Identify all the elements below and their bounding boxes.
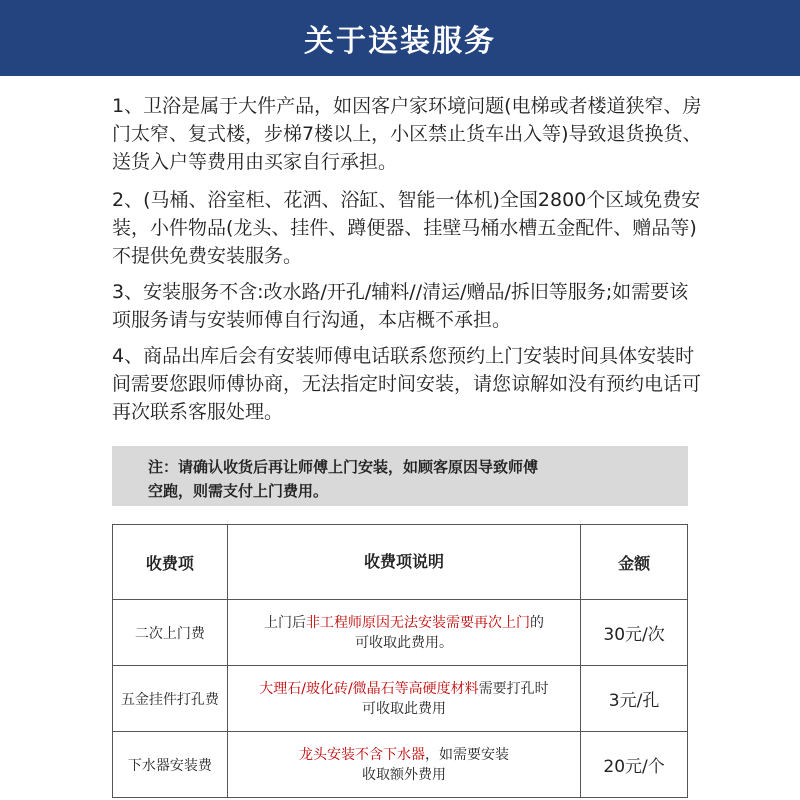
notice-line: 注：请确认收货后再让师傅上门安装，如顾客原因导致师傅: [148, 458, 539, 476]
service-terms: [112, 92, 702, 434]
page-header: [0, 0, 800, 76]
fee-item-cell: 二次上门费: [113, 600, 228, 666]
term-item: 3、安装服务不含:改水路/开孔/辅料//清运/赠品/拆旧等服务;如需要该项服务请与安装师傅自行沟通，本店概不承担。: [112, 281, 689, 331]
amount-cell: 3元/孔: [581, 666, 688, 732]
desc-text: 可收取此费用。: [354, 634, 453, 651]
fee-description-cell: [227, 666, 580, 732]
header-amount: 金额: [581, 525, 688, 600]
term-item: 2、(马桶、浴室柜、花洒、浴缸、智能一体机)全国2800个区域免费安装，小件物品(龙头、挂件、蹲便器、挂壁马桶水槽五金配件、赠品等)不提供免费安装服务。: [112, 189, 701, 267]
header-fee-item: 收费项: [113, 525, 228, 600]
table-row: [113, 666, 688, 732]
fee-description-cell: [227, 600, 580, 666]
term-item: 1、卫浴是属于大件产品，如因客户家环境问题(电梯或者楼道狭窄、房门太窄、复式楼，步梯7楼以上，小区禁止货车出入等)导致退货换货、送货入户等费用由买家自行承担。: [112, 95, 702, 173]
desc-text: 的: [529, 614, 544, 631]
desc-highlight: 大理石/玻化砖/微晶石等高硬度材料: [259, 680, 479, 697]
desc-highlight: 龙头安装不含下水器: [298, 746, 425, 763]
page-title: 关于送装服务: [304, 24, 496, 59]
amount-cell: 20元/个: [581, 732, 688, 798]
notice-box: [112, 446, 688, 506]
fee-table: [112, 524, 688, 798]
term-item: 4、商品出库后会有安装师傅电话联系您预约上门安装时间具体安装时间需要您跟师傅协商，无法指定时间安装，请您谅解如没有预约电话可再次联系客服处理。: [112, 345, 702, 423]
table-row: [113, 600, 688, 666]
desc-text: 收取额外费用: [361, 766, 446, 783]
notice-line: 空跑，则需支付上门费用。: [148, 482, 329, 500]
fee-description-cell: [227, 732, 580, 798]
desc-text: ，如需要安装: [424, 746, 509, 763]
desc-text: 上门后: [263, 614, 306, 631]
amount-cell: 30元/次: [581, 600, 688, 666]
desc-text: 可收取此费用: [361, 700, 446, 717]
desc-highlight: 非工程师原因无法安装需要再次上门: [305, 614, 530, 631]
desc-text: 需要打孔时: [478, 680, 549, 697]
table-row: [113, 732, 688, 798]
fee-item-cell: 下水器安装费: [113, 732, 228, 798]
header-fee-description: 收费项说明: [227, 525, 580, 600]
fee-item-cell: 五金挂件打孔费: [113, 666, 228, 732]
table-header-row: [113, 525, 688, 600]
